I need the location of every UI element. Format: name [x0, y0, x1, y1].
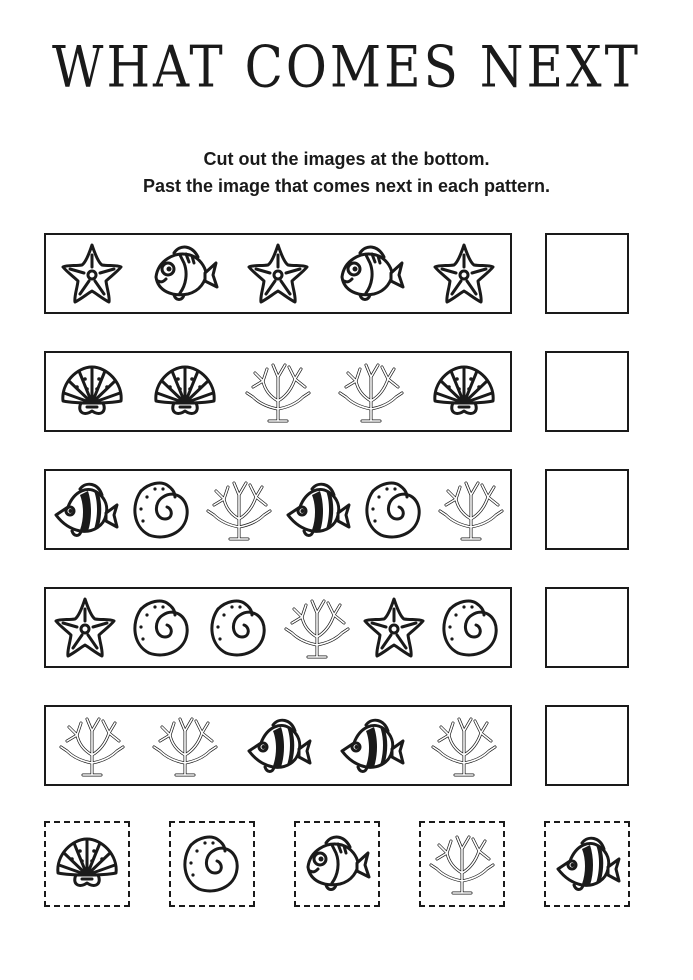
- coral-icon: [336, 357, 406, 427]
- coral-icon: [57, 711, 127, 781]
- coral-icon: [427, 829, 497, 899]
- cutout-card-4[interactable]: [419, 821, 505, 907]
- snail-shell-icon: [204, 593, 274, 663]
- snail-shell-icon: [127, 475, 197, 545]
- pattern-row-1: [44, 233, 512, 314]
- cutout-card-3[interactable]: [294, 821, 380, 907]
- seashell-icon: [429, 357, 499, 427]
- instruction-line-2: Past the image that comes next in each pattern.: [142, 176, 551, 196]
- page-title: WHAT COMES NEXT: [52, 33, 641, 101]
- pattern-row-4: [44, 587, 512, 668]
- cutout-card-2[interactable]: [169, 821, 255, 907]
- answer-box-4[interactable]: [545, 587, 629, 668]
- coral-icon: [429, 711, 499, 781]
- striped-fish-icon: [552, 829, 622, 899]
- striped-fish-icon: [336, 711, 406, 781]
- snail-shell-icon: [436, 593, 506, 663]
- coral-icon: [150, 711, 220, 781]
- striped-fish-icon: [282, 475, 352, 545]
- starfish-icon: [429, 239, 499, 309]
- answer-box-2[interactable]: [545, 351, 629, 432]
- fish-icon: [302, 829, 372, 899]
- starfish-icon: [243, 239, 313, 309]
- coral-icon: [282, 593, 352, 663]
- answer-box-5[interactable]: [545, 705, 629, 786]
- pattern-row-5: [44, 705, 512, 786]
- coral-icon: [243, 357, 313, 427]
- starfish-icon: [359, 593, 429, 663]
- pattern-row-3: [44, 469, 512, 550]
- snail-shell-icon: [359, 475, 429, 545]
- snail-shell-icon: [127, 593, 197, 663]
- coral-icon: [436, 475, 506, 545]
- instructions: [0, 146, 693, 200]
- starfish-icon: [57, 239, 127, 309]
- answer-box-3[interactable]: [545, 469, 629, 550]
- striped-fish-icon: [50, 475, 120, 545]
- cutout-card-5[interactable]: [544, 821, 630, 907]
- answer-box-1[interactable]: [545, 233, 629, 314]
- starfish-icon: [50, 593, 120, 663]
- pattern-row-2: [44, 351, 512, 432]
- seashell-icon: [57, 357, 127, 427]
- seashell-icon: [52, 829, 122, 899]
- snail-shell-icon: [177, 829, 247, 899]
- cutout-card-1[interactable]: [44, 821, 130, 907]
- striped-fish-icon: [243, 711, 313, 781]
- seashell-icon: [150, 357, 220, 427]
- coral-icon: [204, 475, 274, 545]
- instruction-line-1: Cut out the images at the bottom.: [203, 149, 490, 169]
- fish-icon: [336, 239, 406, 309]
- fish-icon: [150, 239, 220, 309]
